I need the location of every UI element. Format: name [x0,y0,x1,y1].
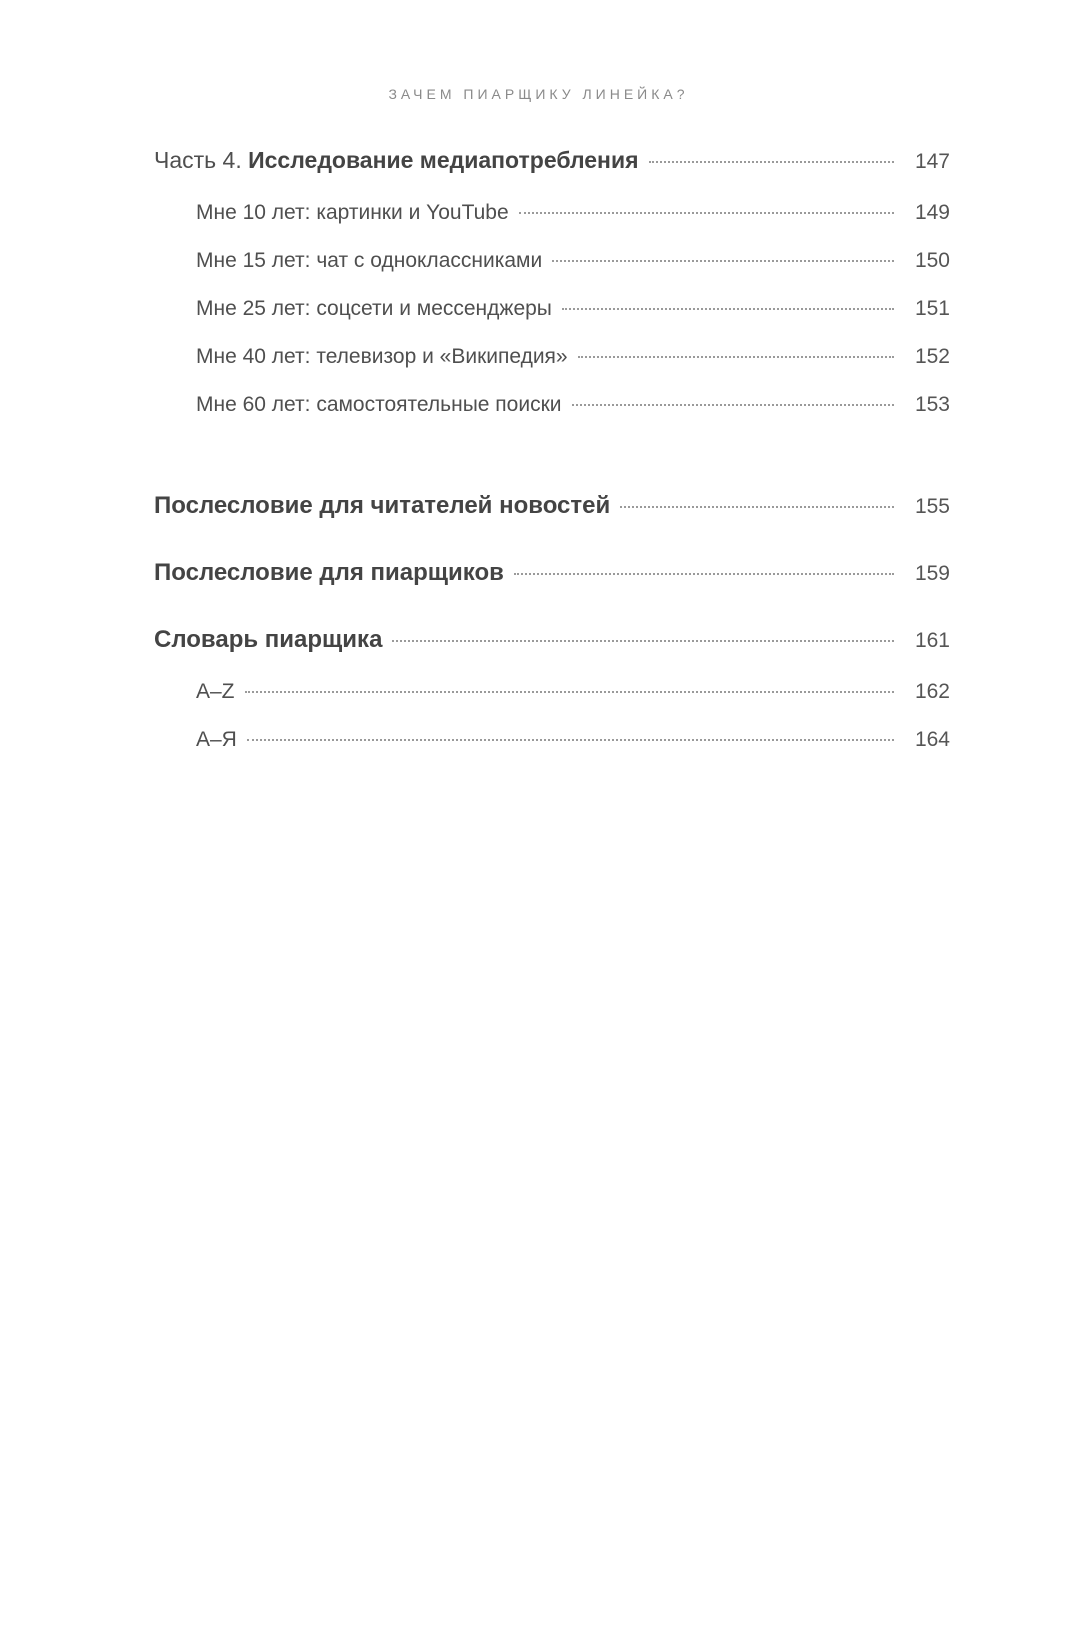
toc-entry[interactable] [196,294,950,324]
page-number: 152 [914,345,950,368]
page-number: 162 [914,680,950,703]
toc-entry[interactable] [196,725,950,755]
toc-entry[interactable] [196,390,950,420]
page-number: 150 [914,249,950,272]
toc-entry-afterword-pr[interactable] [154,558,950,589]
dot-leader [392,640,894,642]
dot-leader [247,739,894,741]
page-number: 147 [914,150,950,173]
toc-entry-label: A–Z [196,680,235,703]
dot-leader [552,260,894,262]
toc-entry-label: Послесловие для пиарщиков [154,559,504,586]
page-number: 164 [914,728,950,751]
dot-leader [572,404,894,406]
page-number: 159 [914,562,950,585]
toc-entry-label: Послесловие для читателей новостей [154,492,611,519]
running-head: ЗАЧЕМ ПИАРЩИКУ ЛИНЕЙКА? [388,86,689,102]
page-number: 149 [914,201,950,224]
dot-leader [514,573,894,575]
dot-leader [245,691,894,693]
toc-entry-label: А–Я [196,728,237,751]
toc-entry-label: Мне 10 лет: картинки и YouTube [196,201,509,224]
page-number: 151 [914,297,950,320]
toc-entry-label: Словарь пиарщика [154,626,383,653]
toc-entry[interactable] [196,677,950,707]
toc-entry[interactable] [196,198,950,228]
toc-entry-label: Мне 60 лет: самостоятельные поиски [196,393,562,416]
dot-leader [649,161,894,163]
toc-entry-afterword-readers[interactable] [154,491,950,522]
dot-leader [519,212,894,214]
page-number: 153 [914,393,950,416]
toc-entry-part4[interactable] [154,145,950,177]
toc-entry-label: Мне 15 лет: чат с одноклассниками [196,249,543,272]
dot-leader [620,506,894,508]
toc-entry-glossary[interactable] [154,625,950,656]
toc-entry-label: Мне 40 лет: телевизор и «Википедия» [196,345,568,368]
toc-entry-label: Мне 25 лет: соцсети и мессенджеры [196,297,552,320]
page-number: 155 [914,495,950,518]
toc-entry-label: Часть 4. Исследование медиапотребления [154,147,639,173]
toc-entry[interactable] [196,246,950,276]
dot-leader [578,356,894,358]
page-number: 161 [914,629,950,652]
toc-entry[interactable] [196,342,950,372]
dot-leader [562,308,894,310]
